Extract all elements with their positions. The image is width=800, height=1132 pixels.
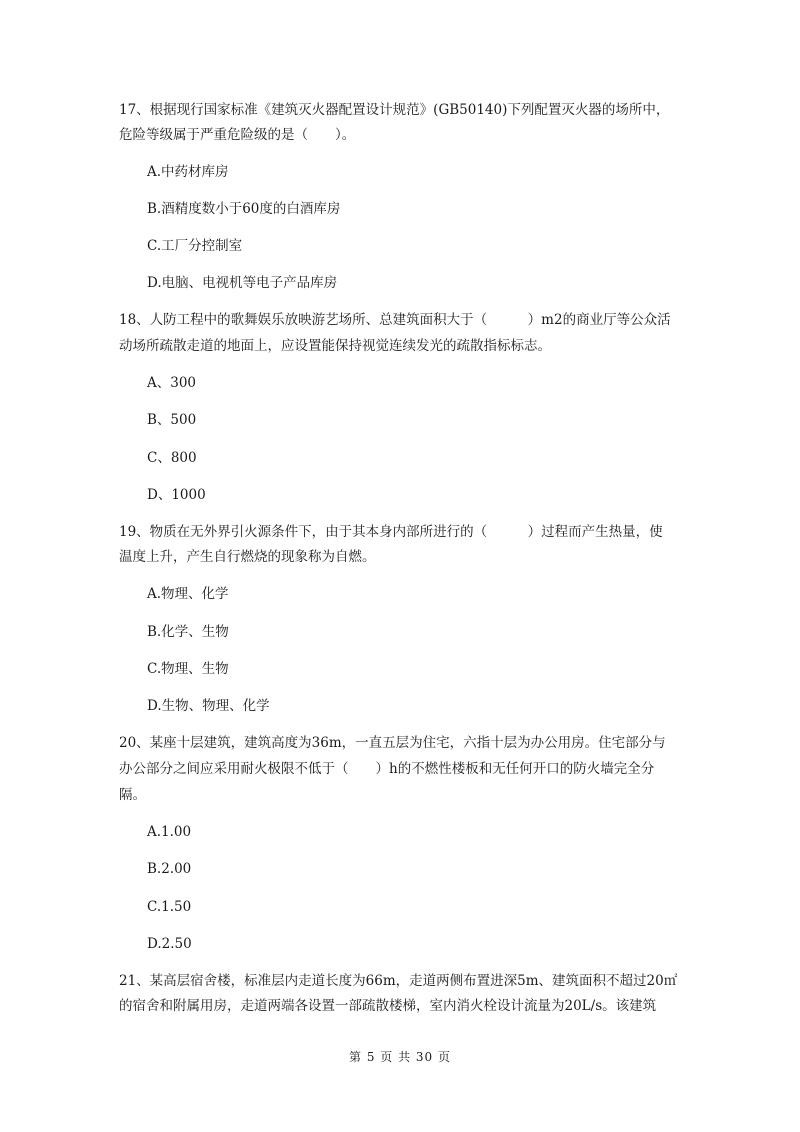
q20-option-d: D.2.50 [147,936,192,952]
q19-stem-line-1: 19、物质在无外界引火源条件下，由于其本身内部所进行的（ ）过程而产生热量，使 [119,524,663,540]
q17-option-c: C.工厂分控制室 [147,238,243,254]
q19-option-b: B.化学、生物 [147,624,229,640]
q19-option-a: A.物理、化学 [147,586,229,602]
q17-stem-line-2: 危险等级属于严重危险级的是（ ）。 [119,127,356,143]
q18-option-a: A、300 [147,375,197,391]
q19-option-d: D.生物、物理、化学 [147,698,270,714]
q21-stem-line-1: 21、某高层宿舍楼，标准层内走道长度为66m，走道两侧布置进深5m、建筑面积不超过20㎡ [119,973,678,989]
q18-option-b: B、500 [147,412,197,428]
q21-stem-line-2: 的宿舍和附属用房，走道两端各设置一部疏散楼梯，室内消火栓设计流量为20L/s。该建筑 [119,998,657,1014]
q20-stem-line-2: 办公部分之间应采用耐火极限不低于（ ）h的不燃性楼板和无任何开口的防火墙完全分 [119,761,655,777]
q19-stem-line-2: 温度上升，产生自行燃烧的现象称为自燃。 [119,549,376,565]
q20-stem-line-1: 20、某座十层建筑，建筑高度为36m，一直五层为住宅，六指十层为办公用房。住宅部分与 [119,735,666,751]
q20-option-c: C.1.50 [147,899,192,915]
q20-option-b: B.2.00 [147,861,192,877]
page-number-footer: 第 5 页 共 30 页 [349,1050,451,1064]
q18-stem-line-1: 18、人防工程中的歌舞娱乐放映游艺场所、总建筑面积大于（ ）m2的商业厅等公众活 [119,312,671,328]
q20-option-a: A.1.00 [147,824,192,840]
q18-option-d: D、1000 [147,487,206,503]
q18-stem-line-2: 动场所疏散走道的地面上，应设置能保持视觉连续发光的疏散指标标志。 [119,338,551,354]
q17-option-a: A.中药材库房 [147,164,229,180]
q17-stem-line-1: 17、根据现行国家标准《建筑灭火器配置设计规范》(GB50140)下列配置灭火器的场所中， [119,102,670,118]
q19-option-c: C.物理、生物 [147,661,229,677]
q17-option-d: D.电脑、电视机等电子产品库房 [147,275,338,291]
q20-stem-line-3: 隔。 [119,787,146,803]
q18-option-c: C、800 [147,450,197,466]
q17-option-b: B.酒精度数小于60度的白酒库房 [147,201,341,217]
